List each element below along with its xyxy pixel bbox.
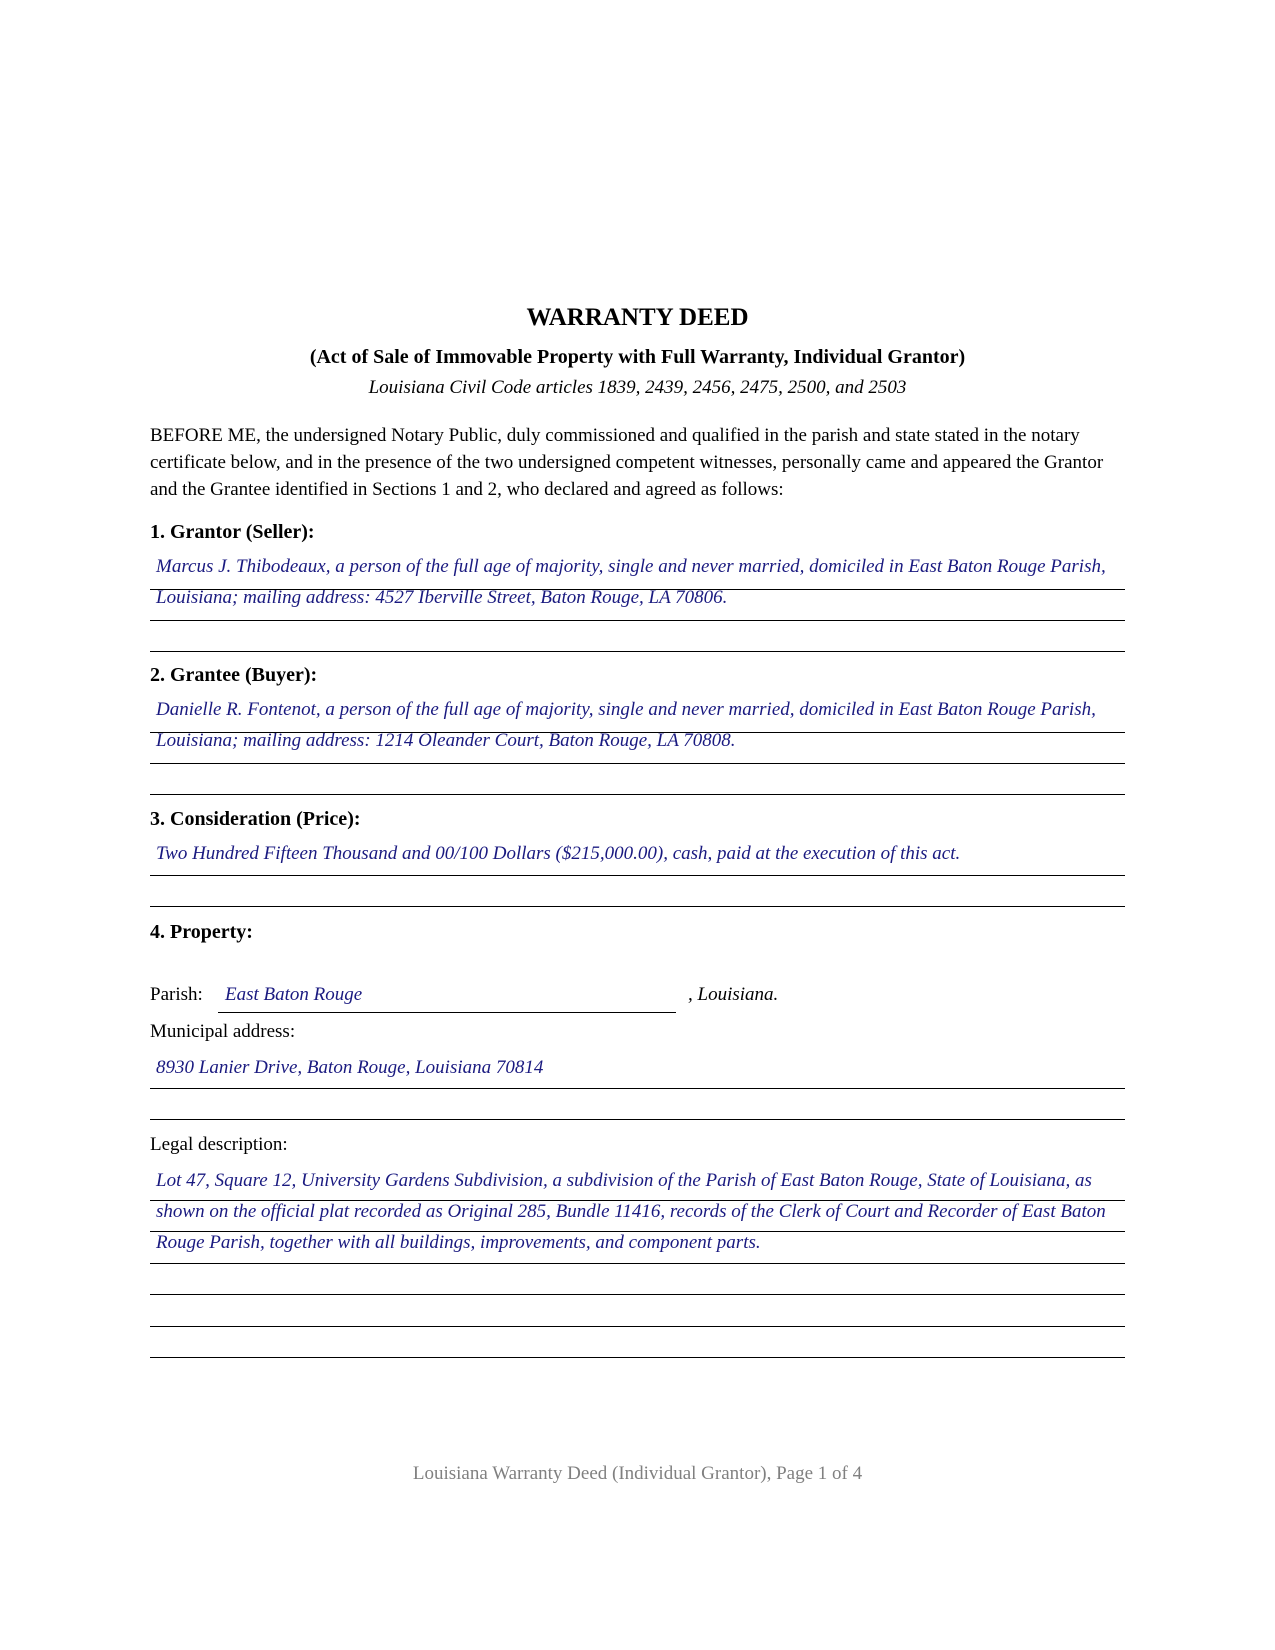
grantor-line-3 (150, 651, 1125, 652)
property-heading: 4. Property: (150, 921, 253, 943)
municipal-address-field[interactable]: 8930 Lanier Drive, Baton Rouge, Louisiana 70814 (156, 1057, 544, 1078)
legal-description-label: Legal description: (150, 1134, 288, 1155)
legal-line-1 (150, 1200, 1125, 1201)
grantee-heading: 2. Grantee (Buyer): (150, 664, 318, 686)
grantee-line-3 (150, 794, 1125, 795)
legal-line-5 (150, 1326, 1125, 1327)
parish-suffix: , Louisiana. (688, 984, 779, 1005)
legal-description-field[interactable]: Lot 47, Square 12, University Gardens Subdivision, a subdivision of the Parish of East Baton Rouge, State of Louisiana, as shown on the official plat recorded as Original 285, Bundle 11416, records of the Clerk of Court and Recorder of East Baton Rouge Parish, together with all buildings, improvements, and component parts. (156, 1170, 1106, 1253)
document-subtitle: (Act of Sale of Immovable Property with Full Warranty, Individual Grantor) (309, 346, 966, 368)
document-title: WARRANTY DEED (526, 304, 749, 331)
address-line-1 (150, 1088, 1125, 1089)
legal-line-4 (150, 1294, 1125, 1295)
legal-line-2 (150, 1231, 1125, 1232)
page-footer: Louisiana Warranty Deed (Individual Grantor), Page 1 of 4 (412, 1463, 863, 1484)
grantee-line-2 (150, 763, 1125, 764)
parish-field[interactable]: East Baton Rouge (225, 984, 363, 1005)
address-line-2 (150, 1119, 1125, 1120)
consideration-line-1 (150, 875, 1125, 876)
legal-line-3 (150, 1263, 1125, 1264)
grantor-field[interactable]: Marcus J. Thibodeaux, a person of the full age of majority, single and never married, domiciled in East Baton Rouge Parish, Louisiana; mailing address: 4527 Iberville Street, Baton Rouge, LA 70806. (156, 556, 1106, 608)
consideration-field[interactable]: Two Hundred Fifteen Thousand and 00/100 Dollars ($215,000.00), cash, paid at the execution of this act. (156, 843, 961, 864)
municipal-address-label: Municipal address: (150, 1021, 296, 1042)
grantor-line-1 (150, 589, 1125, 590)
consideration-line-2 (150, 906, 1125, 907)
grantor-heading: 1. Grantor (Seller): (150, 521, 315, 543)
civil-code-citation: Louisiana Civil Code articles 1839, 2439, 2456, 2475, 2500, and 2503 (368, 377, 907, 398)
parish-line (218, 1012, 676, 1013)
consideration-heading: 3. Consideration (Price): (150, 808, 361, 830)
grantee-field[interactable]: Danielle R. Fontenot, a person of the full age of majority, single and never married, domiciled in East Baton Rouge Parish, Louisiana; mailing address: 1214 Oleander Court, Baton Rouge, LA 70808. (156, 699, 1096, 751)
parish-label: Parish: (150, 984, 203, 1005)
grantor-line-2 (150, 620, 1125, 621)
grantee-line-1 (150, 732, 1125, 733)
legal-line-6 (150, 1357, 1125, 1358)
preamble-paragraph: BEFORE ME, the undersigned Notary Public, duly commissioned and qualified in the parish and state stated in the notary certificate below, and in the presence of the two undersigned competent witnesses, personally came and appeared the Grantor and the Grantee identified in Sections 1 and 2, who declared and agreed as follows: (150, 425, 1104, 500)
